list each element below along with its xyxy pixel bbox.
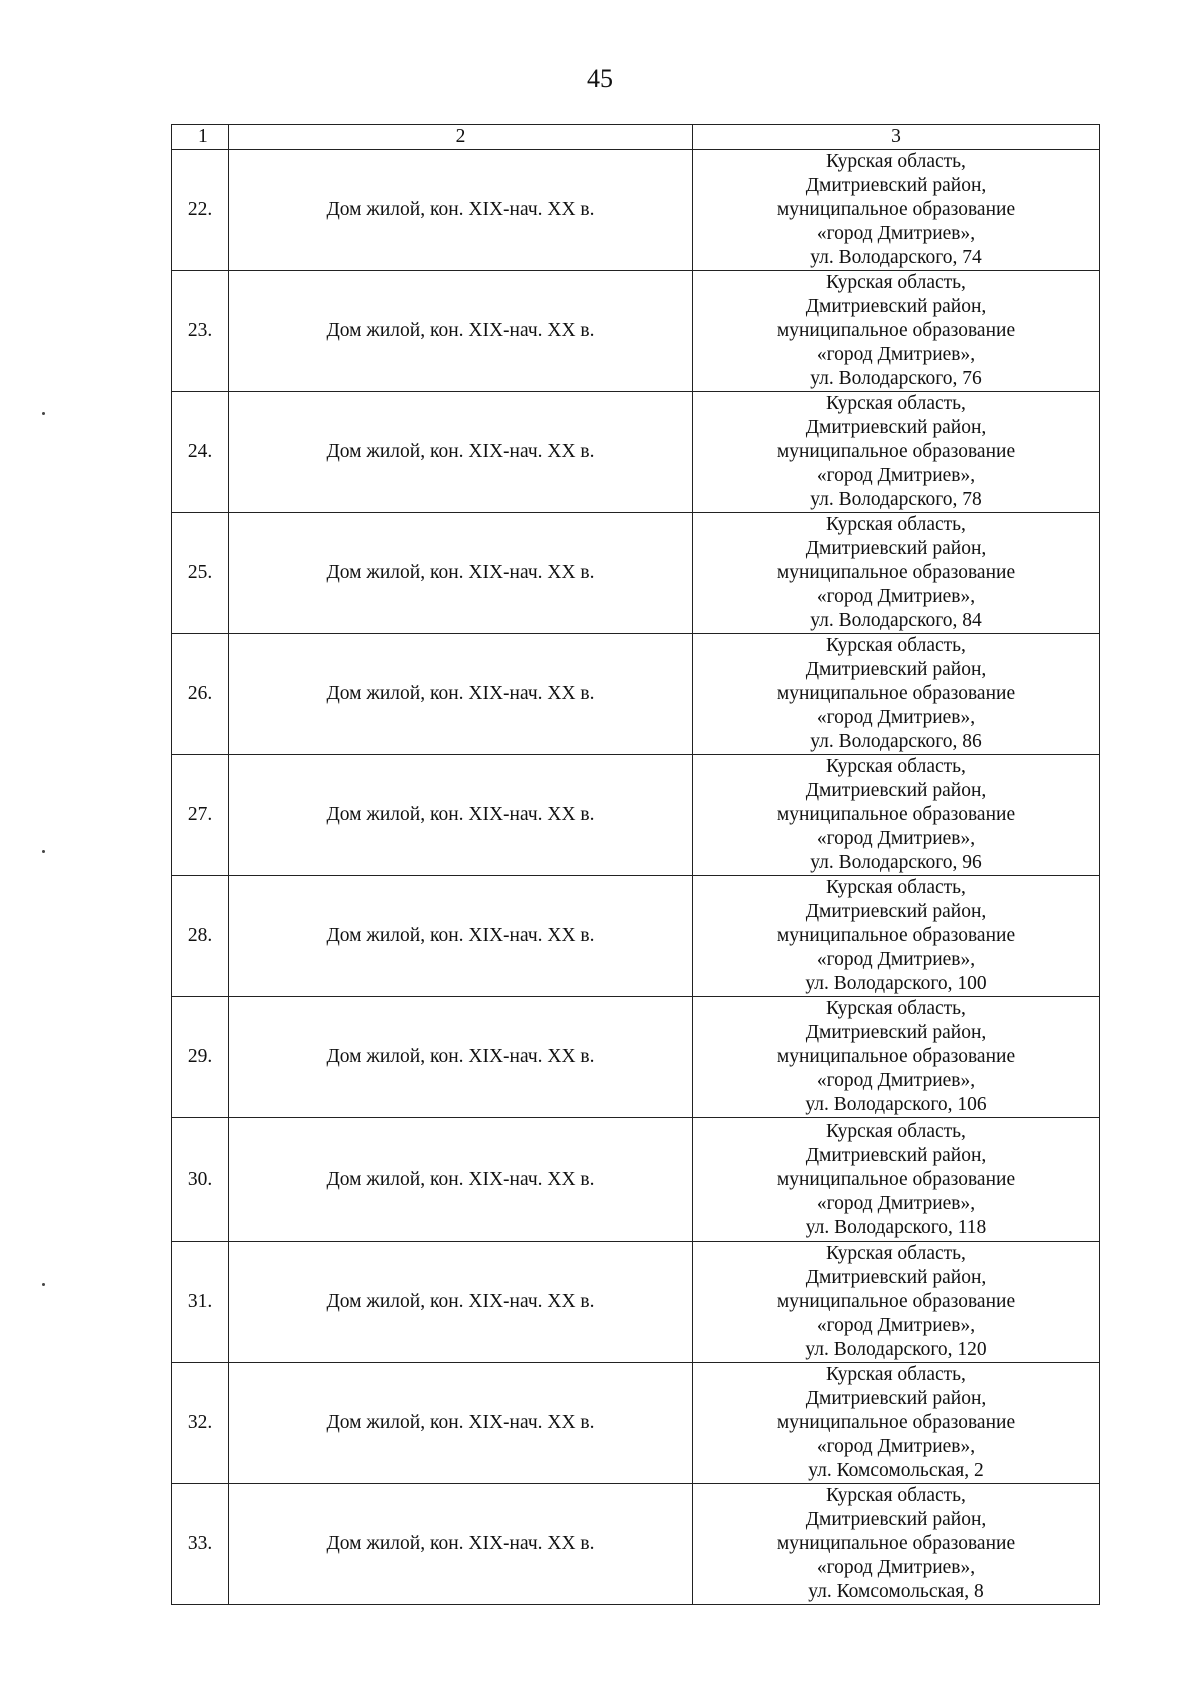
table-row	[172, 997, 1100, 1118]
row-number: 28.	[172, 876, 229, 997]
address-line: Дмитриевский район,	[805, 1022, 987, 1043]
address-line: «город Дмитриев»,	[816, 223, 976, 244]
address-line: ул. Комсомольская, 8	[808, 1581, 984, 1602]
table-row	[172, 1363, 1100, 1484]
address-line: ул. Володарского, 106	[805, 1094, 987, 1115]
column-header-2: 2	[229, 125, 693, 150]
address-line: Дмитриевский район,	[805, 296, 987, 317]
address-line: Курская область,	[826, 1243, 966, 1264]
address-line: Курская область,	[826, 756, 966, 777]
address-line: ул. Володарского, 84	[810, 610, 982, 631]
address-line: Курская область,	[826, 1120, 966, 1142]
page-number: 45	[587, 64, 613, 93]
object-address	[693, 876, 1100, 997]
address-line: Дмитриевский район,	[805, 538, 987, 559]
object-address	[693, 1242, 1100, 1363]
address-line: Дмитриевский район,	[805, 780, 987, 801]
table-header-row	[172, 125, 1100, 150]
table-row	[172, 513, 1100, 634]
object-name: Дом жилой, кон. XIX-нач. XX в.	[229, 755, 693, 876]
address-line: муниципальное образование	[776, 1412, 1016, 1433]
row-number: 29.	[172, 997, 229, 1118]
address-line: Дмитриевский район,	[805, 901, 987, 922]
address-line: «город Дмитриев»,	[816, 344, 976, 365]
table-body	[172, 150, 1100, 1605]
object-name: Дом жилой, кон. XIX-нач. XX в.	[229, 876, 693, 997]
address-line: Курская область,	[826, 1364, 966, 1385]
row-number: 25.	[172, 513, 229, 634]
address-line: Дмитриевский район,	[805, 1509, 987, 1530]
address-line: Дмитриевский район,	[805, 1144, 987, 1166]
object-address	[693, 271, 1100, 392]
address-line: муниципальное образование	[776, 1533, 1016, 1554]
object-name: Дом жилой, кон. XIX-нач. XX в.	[229, 150, 693, 271]
address-line: ул. Володарского, 78	[810, 489, 982, 510]
table-row	[172, 755, 1100, 876]
object-name: Дом жилой, кон. XIX-нач. XX в.	[229, 1242, 693, 1363]
table-row	[172, 271, 1100, 392]
address-line: Курская область,	[826, 151, 966, 172]
address-line: «город Дмитриев»,	[816, 1436, 976, 1457]
object-name: Дом жилой, кон. XIX-нач. XX в.	[229, 1484, 693, 1605]
address-line: «город Дмитриев»,	[816, 1192, 976, 1214]
object-name: Дом жилой, кон. XIX-нач. XX в.	[229, 513, 693, 634]
address-line: Дмитриевский район,	[805, 659, 987, 680]
address-line: ул. Володарского, 120	[805, 1339, 987, 1360]
row-number: 26.	[172, 634, 229, 755]
address-line: ул. Володарского, 100	[805, 973, 987, 994]
address-line: муниципальное образование	[776, 320, 1016, 341]
column-header-1: 1	[172, 125, 229, 150]
address-line: муниципальное образование	[776, 199, 1016, 220]
row-number: 23.	[172, 271, 229, 392]
address-line: «город Дмитриев»,	[816, 707, 976, 728]
scan-speck	[42, 1283, 45, 1286]
address-line: ул. Володарского, 74	[810, 247, 982, 268]
object-address	[693, 634, 1100, 755]
object-name: Дом жилой, кон. XIX-нач. XX в.	[229, 634, 693, 755]
address-line: муниципальное образование	[776, 1046, 1016, 1067]
object-name: Дом жилой, кон. XIX-нач. XX в.	[229, 997, 693, 1118]
row-number: 30.	[172, 1118, 229, 1242]
table-row	[172, 1242, 1100, 1363]
address-line: ул. Володарского, 86	[810, 731, 982, 752]
address-line: Курская область,	[826, 514, 966, 535]
address-line: муниципальное образование	[776, 683, 1016, 704]
address-line: муниципальное образование	[776, 441, 1016, 462]
address-line: муниципальное образование	[776, 1168, 1016, 1190]
row-number: 22.	[172, 150, 229, 271]
object-address	[693, 513, 1100, 634]
row-number: 32.	[172, 1363, 229, 1484]
address-line: «город Дмитриев»,	[816, 1557, 976, 1578]
address-line: Курская область,	[826, 998, 966, 1019]
table-row	[172, 876, 1100, 997]
object-address	[693, 755, 1100, 876]
row-number: 24.	[172, 392, 229, 513]
heritage-objects-table	[171, 124, 1100, 1605]
address-line: муниципальное образование	[776, 925, 1016, 946]
address-line: Курская область,	[826, 1485, 966, 1506]
address-line: муниципальное образование	[776, 1291, 1016, 1312]
address-line: ул. Комсомольская, 2	[808, 1460, 984, 1481]
address-line: муниципальное образование	[776, 804, 1016, 825]
object-name: Дом жилой, кон. XIX-нач. XX в.	[229, 1118, 693, 1242]
address-line: «город Дмитриев»,	[816, 828, 976, 849]
object-name: Дом жилой, кон. XIX-нач. XX в.	[229, 392, 693, 513]
table-row	[172, 392, 1100, 513]
address-line: «город Дмитриев»,	[816, 1315, 976, 1336]
address-line: «город Дмитриев»,	[816, 465, 976, 486]
address-line: Курская область,	[826, 393, 966, 414]
object-address	[693, 1363, 1100, 1484]
object-name: Дом жилой, кон. XIX-нач. XX в.	[229, 271, 693, 392]
address-line: «город Дмитриев»,	[816, 1070, 976, 1091]
object-address	[693, 392, 1100, 513]
address-line: Дмитриевский район,	[805, 1388, 987, 1409]
table-row	[172, 1484, 1100, 1605]
address-line: ул. Володарского, 96	[810, 852, 982, 873]
address-line: ул. Володарского, 76	[810, 368, 982, 389]
row-number: 27.	[172, 755, 229, 876]
address-line: муниципальное образование	[776, 562, 1016, 583]
address-line: «город Дмитриев»,	[816, 586, 976, 607]
address-line: Дмитриевский район,	[805, 417, 987, 438]
row-number: 31.	[172, 1242, 229, 1363]
table-row	[172, 634, 1100, 755]
address-line: «город Дмитриев»,	[816, 949, 976, 970]
scan-speck	[42, 850, 45, 853]
object-address	[693, 1118, 1100, 1242]
address-line: Курская область,	[826, 272, 966, 293]
object-address	[693, 1484, 1100, 1605]
object-address	[693, 150, 1100, 271]
table-row	[172, 1118, 1100, 1242]
address-line: Курская область,	[826, 877, 966, 898]
object-address	[693, 997, 1100, 1118]
object-name: Дом жилой, кон. XIX-нач. XX в.	[229, 1363, 693, 1484]
address-line: Дмитриевский район,	[805, 175, 987, 196]
scan-speck	[42, 412, 45, 415]
row-number: 33.	[172, 1484, 229, 1605]
address-line: ул. Володарского, 118	[805, 1216, 987, 1238]
address-line: Курская область,	[826, 635, 966, 656]
address-line: Дмитриевский район,	[805, 1267, 987, 1288]
table-row	[172, 150, 1100, 271]
column-header-3: 3	[693, 125, 1100, 150]
